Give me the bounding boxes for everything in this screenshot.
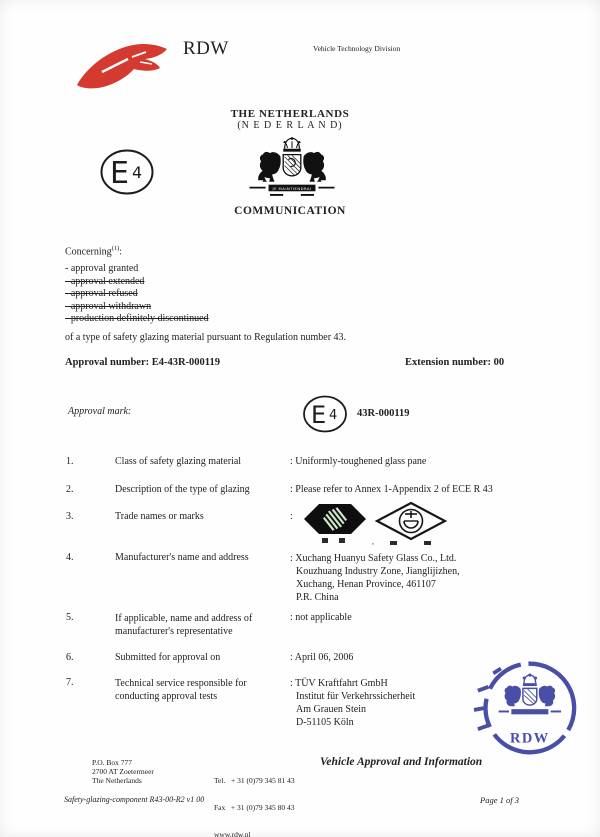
country-subtitle: (N E D E R L A N D) [237,120,343,131]
concerning-options [65,263,209,326]
item-value: : April 06, 2006 [290,652,354,663]
subject-line: of a type of safety glazing material pursuant to Regulation number 43. [65,332,347,343]
svg-text:E: E [311,401,327,429]
division-label: Vehicle Technology Division [313,44,401,53]
option-approval-withdrawn: - approval withdrawn [65,300,152,312]
item-label: If applicable, name and address of manufacturer's representative [115,613,253,637]
rdw-stamp-icon [472,656,580,760]
e4-approval-circle-mark [99,148,155,196]
svg-text:4: 4 [132,163,143,182]
item-value: : Xuchang Huanyu Safety Glass Co., Ltd. Kouzhuang Industry Zone, Jianglijizhen, Xuchang, Henan Province, 461107 P.R. China [290,553,460,603]
trademark-logos [302,501,447,547]
footer-department: Vehicle Approval and Information [320,756,483,768]
diamond-trademark-icon [377,503,445,545]
country-title: THE NETHERLANDS [230,108,350,120]
item-label: Description of the type of glazing [115,484,250,495]
item-label: Submitted for approval on [115,652,221,663]
website-link[interactable]: www.rdw.nl [214,830,251,837]
hexagon-trademark-icon [304,504,366,543]
item-number: 6. [66,652,74,663]
item-number: 4. [66,552,74,563]
item-label: Manufacturer's name and address [115,552,249,563]
svg-text:E: E [110,156,129,191]
svg-text:JE MAINTIENDRAI: JE MAINTIENDRAI [272,185,312,191]
svg-text:4: 4 [329,408,338,423]
brand-wordmark: RDW [183,38,229,59]
footer-address: P.O. Box 777 2700 AT Zoetermeer The Netherlands [92,758,154,785]
item-value: : Please refer to Annex 1-Appendix 2 of ECE R 43 [290,484,493,495]
item-number: 2. [66,484,74,495]
item-value: : Uniformly-toughened glass pane [290,456,427,467]
footer-fax: Fax + 31 (0)79 345 80 43 [214,803,295,812]
page-number: Page 1 of 3 [480,795,519,805]
item-number: 5. [66,612,74,623]
communication-heading: COMMUNICATION [234,205,346,217]
item-number: 3. [66,511,74,522]
option-approval-refused: - approval refused [65,288,138,299]
document-reference: Safety-glazing-component R43-00-R2 v1 00 [64,795,205,804]
item-number: 7. [66,677,74,688]
svg-text:RDW: RDW [510,730,550,747]
approval-number: Approval number: E4-43R-000119 [65,357,220,368]
option-approval-extended: - approval extended [65,275,145,287]
netherlands-coat-of-arms-icon [248,136,336,204]
e4-mark-small-icon [302,394,348,434]
item-label: Class of safety glazing material [115,456,242,467]
approval-mark-number: 43R-000119 [357,408,410,419]
item-label: Technical service responsible for conducting approval tests [115,678,247,702]
footer-tel: Tel. + 31 (0)79 345 81 43 [214,776,295,785]
svg-text:,: , [372,537,374,546]
item-label: Trade names or marks [115,511,204,522]
option-production-discontinued: - production definitely discontinued [65,313,209,324]
rdw-logo-icon [74,36,170,100]
approval-mark-label: Approval mark: [68,406,132,417]
item-value: : not applicable [290,612,352,623]
option-approval-granted: - approval granted [65,263,139,274]
extension-number: Extension number: 00 [405,357,505,368]
item-value: : [290,511,293,522]
concerning-label: Concerning$^{(1)}$: [65,245,123,258]
footnote-ref: (1) [111,245,120,252]
item-value: : TÜV Kraftfahrt GmbH Institut für Verkehrssicherheit Am Grauen Stein D-51105 Köln [290,678,416,728]
item-number: 1. [66,456,74,467]
footer-contact [214,758,295,837]
